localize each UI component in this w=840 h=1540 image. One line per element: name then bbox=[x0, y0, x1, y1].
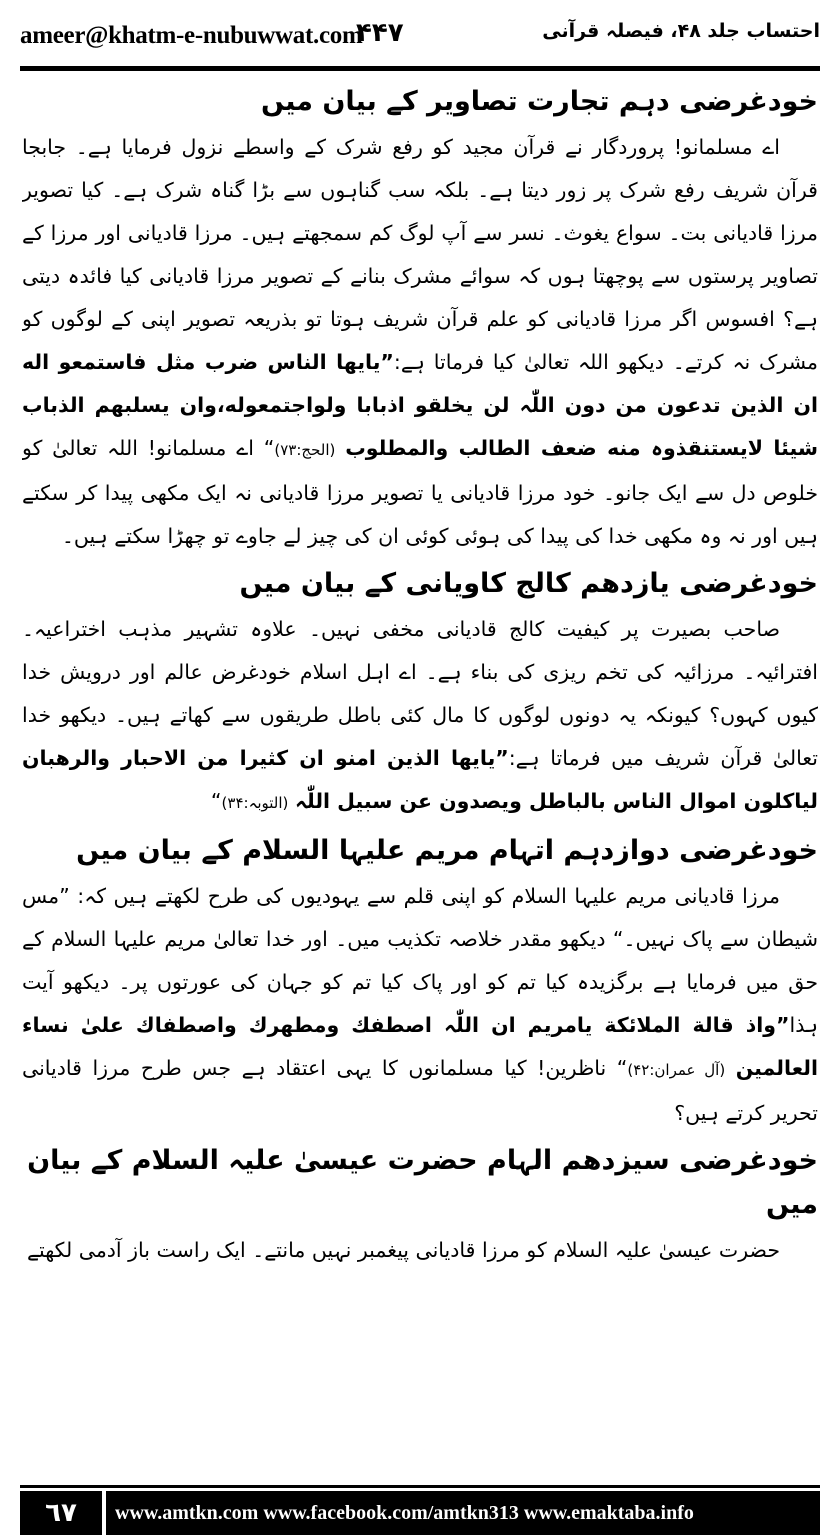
paragraph-text: حضرت عیسیٰ علیہ السلام کو مرزا قادیانی پیغمبر نہیں مانتے۔ ایک راست باز آدمی لکھتے bbox=[27, 1238, 780, 1262]
header-email[interactable]: ameer@khatm-e-nubuwwat.com bbox=[20, 22, 363, 49]
page-footer bbox=[20, 1493, 820, 1535]
paragraph-text: مرزا قادیانی مریم علیہا السلام کو اپنی قلم سے یہودیوں کی طرح لکھتے ہیں کہ: ”مس شیطان سے پاک نہیں۔“ دیکھو مقدر خلاصہ تکذیب میں۔ اور خدا تعالیٰ مریم علیہا السلام کے حق میں فرمایا ہے برگزیدہ کیا تم کو اور پاک کیا تم کو جہان کی عورتوں پر۔ دیکھو آیت ہذا bbox=[22, 884, 818, 1037]
header-rule bbox=[20, 66, 820, 71]
verse-reference: (التوبہ:۳۴) bbox=[221, 794, 289, 812]
section-heading: خودغرضی یازدھم کالج کاویانی کے بیان میں bbox=[239, 568, 818, 599]
section-heading: خودغرضی دوازدہم اتہام مریم علیہا السلام کے بیان میں bbox=[76, 835, 818, 866]
section-paragraph bbox=[22, 126, 818, 558]
section-paragraph bbox=[22, 608, 818, 825]
footer-rule bbox=[20, 1485, 820, 1488]
header-page-number: ۴۴۷ bbox=[356, 18, 404, 48]
paragraph-text: “ bbox=[210, 789, 222, 813]
page-content bbox=[22, 76, 818, 1461]
section-paragraph bbox=[22, 1229, 818, 1272]
verse-reference: (آل عمران:۴۲) bbox=[627, 1061, 726, 1079]
verse-reference: (الحج:۷۳) bbox=[274, 441, 336, 459]
footer-links[interactable]: www.amtkn.com www.facebook.com/amtkn313 www.emaktaba.info bbox=[115, 1502, 694, 1524]
quran-quote: ”یایھا الذین امنو ان کثیرا من الاحبار والرھبان لیاکلون اموال الناس بالباطل ویصدون عن سبیل اللّٰہ bbox=[22, 746, 818, 813]
paragraph-text: “ ناظرین! کیا مسلمانوں کا یہی اعتقاد ہے جس طرح مرزا قادیانی تحریر کرتے ہیں؟ bbox=[22, 1056, 818, 1125]
quran-quote: ”واذ قالة الملائکة یامریم ان اللّٰہ اصطفك ومطھرك واصطفاك علیٰ نساء العالمین bbox=[22, 1013, 818, 1080]
quran-quote: ”یایھا الناس ضرب مثل فاستمعو اله ان الذین تدعون من دون اللّٰہ لن یخلقو اذبابا ولواجتمعوله،وان یسلبھم الذباب شیئا لایستنقذوہ منه ضعف الطالب والمطلوب bbox=[22, 350, 818, 460]
footer-page-number: ٦٧ bbox=[20, 1491, 106, 1535]
paragraph-text: اے مسلمانو! پروردگار نے قرآن مجید کو رفع شرک کے واسطے نزول فرمایا ہے۔ جابجا قرآن شریف رفع شرک پر زور دیتا ہے۔ بلکہ سب گناہوں سے بڑا گناہ شرک ہے۔ کیا تصویر مرزا قادیانی بت۔ سواع یغوث۔ نسر سے آپ لوگ کم سمجھتے ہیں۔ مرزا قادیانی اور مرزا کے تصاویر پرستوں سے پوچھتا ہوں کہ سوائے مشرک بنانے کے تصویر مرزا قادیانی کیا فائدہ دیتی ہے؟ افسوس اگر مرزا قادیانی کو علم قرآن شریف ہوتا تو بذریعہ تصویر اپنی کے لوگوں کو مشرک نہ کرتے۔ دیکھو اللہ تعالیٰ کیا فرماتا ہے: bbox=[22, 135, 818, 374]
header-book-title: احتساب جلد ۴۸، فیصلہ قرآنی bbox=[542, 20, 820, 42]
section-heading: خودغرضی سیزدھم الہام حضرت عیسیٰ علیہ السلام کے بیان میں bbox=[27, 1145, 818, 1220]
paragraph-text: صاحب بصیرت پر کیفیت کالج قادیانی مخفی نہیں۔ علاوہ تشہیر مذہب اختراعیہ۔ افترائیہ۔ مرزائیہ کی تخم ریزی کی بناء ہے۔ اے اہل اسلام خودغرض عالم اور درویش خدا کیوں کہوں؟ کیونکہ یہ دونوں لوگوں کا مال کئی باطل طریقوں سے کھاتے ہیں۔ دیکھو خدا تعالیٰ قرآن شریف میں فرماتا ہے: bbox=[22, 617, 818, 770]
section-paragraph bbox=[22, 875, 818, 1135]
paragraph-text: “ اے مسلمانو! اللہ تعالیٰ کو خلوص دل سے ایک جانو۔ خود مرزا قادیانی یا تصویر مرزا قادیانی نہ ایک مکھی پیدا کر سکتے ہیں اور نہ وہ مکھی خدا کی پیدا کی ہوئی کوئی ان کی چیز لے جاوے تو چھڑا سکتے ہیں۔ bbox=[22, 436, 818, 548]
page-header bbox=[20, 18, 820, 62]
section-heading: خودغرضی دہم تجارت تصاویر کے بیان میں bbox=[260, 86, 818, 117]
